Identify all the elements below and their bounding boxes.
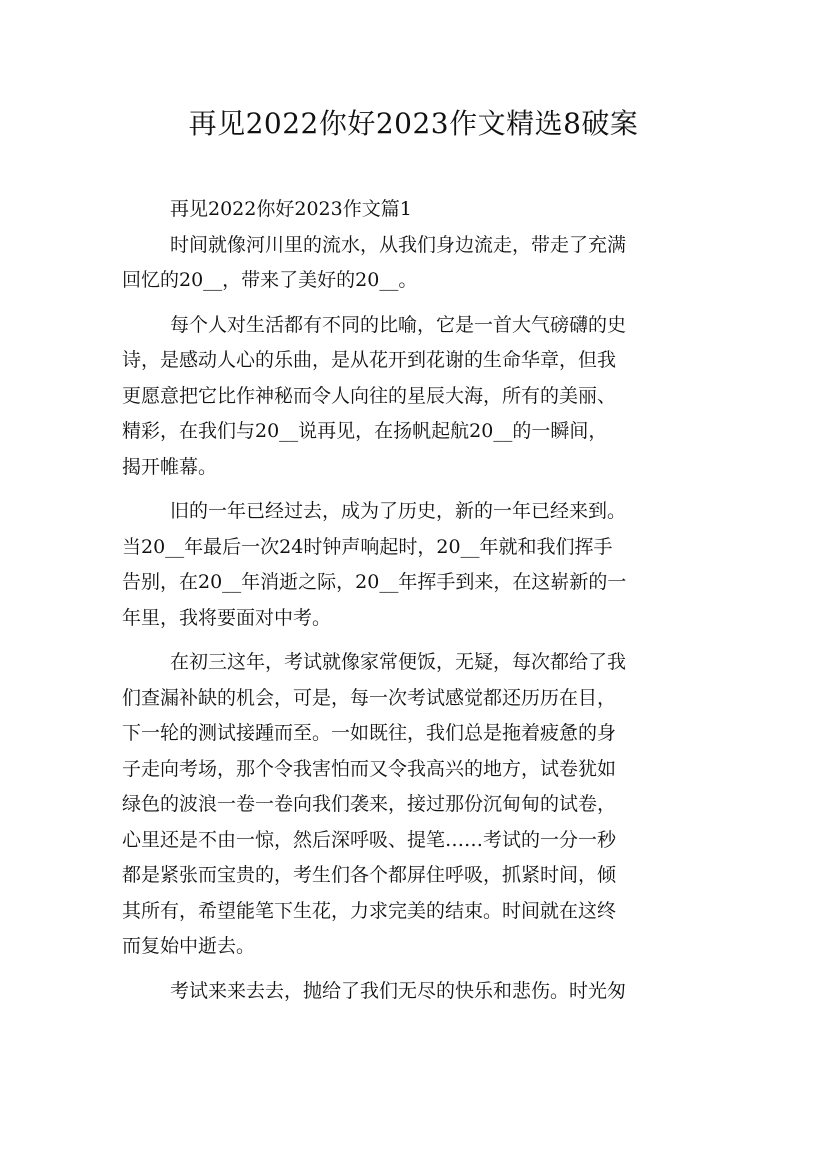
- paragraph-4-line-9: 而复始中逝去。: [122, 935, 256, 957]
- document-title: 再见2022你好2023作文精选8破案: [188, 107, 639, 140]
- paragraph-3-line-2: 当20__年最后一次24时钟声响起时，20__年就和我们挥手: [122, 535, 613, 558]
- paragraph-2-line-4: 精彩，在我们与20__说再见，在扬帆起航20__的一瞬间，: [122, 420, 608, 442]
- section-heading: 再见2022你好2023作文篇1: [170, 198, 412, 220]
- paragraph-3-line-3: 告别，在20__年消逝之际，20__年挥手到来，在这崭新的一: [122, 571, 627, 593]
- paragraph-2-line-2: 诗，是感动人心的乐曲，是从花开到花谢的生命华章，但我: [122, 349, 617, 371]
- paragraph-1-line-2: 回忆的20__，带来了美好的20__。: [122, 269, 418, 291]
- document-body: [122, 192, 712, 1009]
- paragraph-4-line-8: 其所有，希望能笔下生花，力求完美的结束。时间就在这终: [122, 899, 617, 922]
- paragraph-gap: [122, 636, 712, 645]
- paragraph-4-line-5: 绿色的波浪一卷一卷向我们袭来，接过那份沉甸甸的试卷，: [122, 793, 617, 815]
- paragraph-gap: [122, 485, 712, 494]
- paragraph-gap: [122, 299, 712, 308]
- paragraph-4-line-6: 心里还是不由一惊，然后深呼吸、提笔……考试的一分一秒: [122, 828, 617, 851]
- paragraph-4-line-4: 子走向考场，那个令我害怕而又令我高兴的地方，试卷犹如: [122, 757, 617, 780]
- paragraph-4-line-7: 都是紧张而宝贵的，考生们各个都屏住呼吸，抓紧时间，倾: [122, 864, 617, 886]
- paragraph-3-line-1: 旧的一年已经过去，成为了历史，新的一年已经来到。: [170, 500, 627, 522]
- paragraph-2-line-1: 每个人对生活都有不同的比喻，它是一首大气磅礴的史: [170, 313, 627, 336]
- paragraph-gap: [122, 965, 712, 974]
- paragraph-4-line-1: 在初三这年，考试就像家常便饭，无疑，每次都给了我: [170, 651, 627, 673]
- paragraph-5-line-1: 考试来来去去，抛给了我们无尽的快乐和悲伤。时光匆: [170, 979, 627, 1002]
- paragraph-2-line-5: 揭开帷幕。: [122, 455, 218, 478]
- paragraph-3-line-4: 年里，我将要面对中考。: [122, 606, 332, 629]
- paragraph-1-line-1: 时间就像河川里的流水，从我们身边流走，带走了充满: [170, 233, 627, 256]
- paragraph-4-line-3: 下一轮的测试接踵而至。一如既往，我们总是拖着疲惫的身: [122, 722, 617, 744]
- paragraph-4-line-2: 们查漏补缺的机会，可是，每一次考试感觉都还历历在目，: [122, 686, 617, 709]
- paragraph-2-line-3: 更愿意把它比作神秘而令人向往的星辰大海，所有的美丽、: [122, 384, 617, 407]
